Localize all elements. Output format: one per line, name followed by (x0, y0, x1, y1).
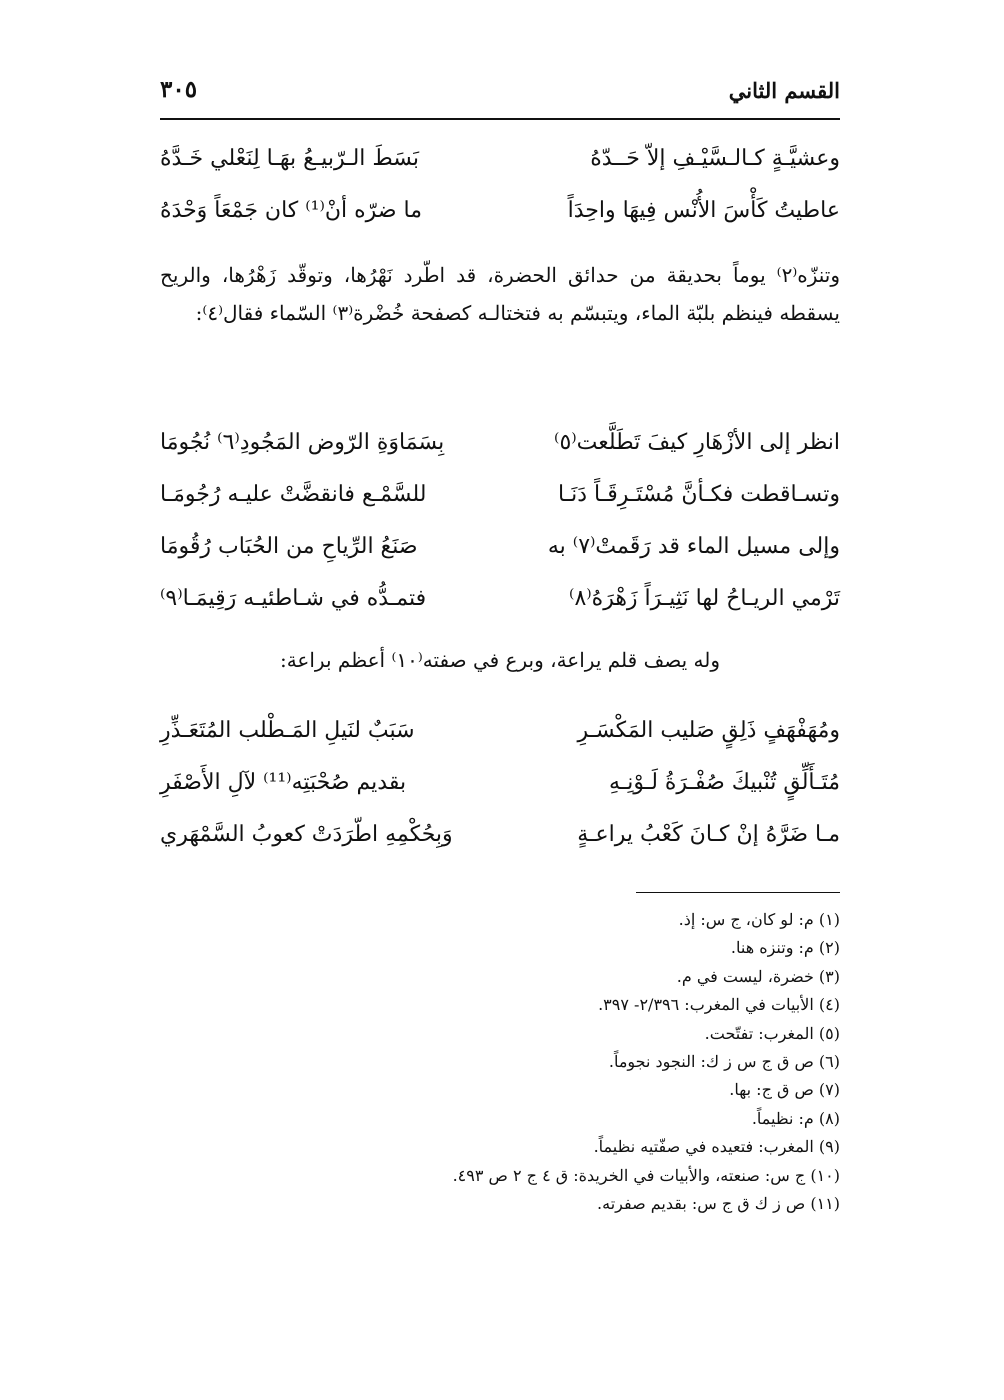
footnote: (٨) م: نظيماً. (751, 1108, 840, 1128)
verse-second-hemistich: للسَّمْـع فانقضَّتْ عليـه رُجُومَـا (160, 482, 427, 507)
poem-3 (160, 718, 840, 874)
verse-first-hemistich: ومُهَفْهَفٍ ذَلِقٍ صَليب المَكْسَـرِ (577, 718, 840, 743)
verse-second-hemistich: صَنَعُ الرِّياحِ من الحُبَاب رُقُومَا (160, 534, 418, 559)
header-divider (160, 118, 840, 120)
verse-first-hemistich: وتسـاقطت فكـأنَّ مُسْتَـرِقَـاً دَنَـا (557, 482, 840, 507)
footnote: (٦) ص ق ج س ز ك: النجود نجوماً. (608, 1052, 840, 1072)
verse-second-hemistich: وَبِحُكْمِهِ اطّرَدَتْ كعوبُ السَّمْهَري (160, 822, 453, 847)
verse-second-hemistich: ما ضرّه أنْ⁽¹⁾ كان جَمْعَاً وَحْدَهُ (160, 198, 422, 223)
footnote: (٥) المغرب: تفتّحت. (704, 1023, 840, 1043)
footnote: (٧) ص ق ج: بها. (729, 1080, 840, 1100)
footnotes (240, 906, 840, 1218)
footnote: (١) م: لو كان، ج س: إذ. (678, 910, 840, 929)
verse-line (160, 430, 840, 482)
footnote: (٩) المغرب: فتعيده في صفّتيه نظيماً. (593, 1137, 840, 1157)
verse-first-hemistich: عاطيتُ كَأْسَ الأُنْس فِيهَا واحِدَاً (567, 198, 840, 223)
verse-second-hemistich: بقديم صُحْبَتِه⁽¹¹⁾ لآلِ الأَصْفَرِ (160, 770, 407, 795)
poem-1 (160, 146, 840, 250)
prose-paragraph-2: وله يصف قلم يراعة، وبرع في صفته⁽١٠⁾ أعظم براعة: (279, 648, 721, 672)
verse-second-hemistich: سَبَبٌ لنَيلِ المَـطْلب المُتَعَـذِّرِ (160, 718, 415, 743)
verse-first-hemistich: وإلى مسيل الماء قد رَقَمتْ⁽٧⁾ به (547, 534, 840, 559)
section-title: القسم الثاني (728, 78, 840, 103)
verse-first-hemistich: تَرْمي الريـاحُ لها نَثِيـرَاً زَهْرَهُ⁽٨⁾ (569, 586, 840, 611)
verse-first-hemistich: مـا ضَرَّهُ إنْ كـانَ كَعْبُ يراعـةٍ (577, 822, 840, 847)
footnote-divider (636, 892, 840, 893)
verse-line (160, 146, 840, 198)
poem-2 (160, 430, 840, 638)
verse-line (160, 822, 840, 874)
footnote: (١٠) ج س: صنعته، والأبيات في الخريدة: ق ٤ ج ٢ ص ٤٩٣. (452, 1165, 840, 1185)
verse-line (160, 718, 840, 770)
footnote: (٢) م: وتنزه هنا. (730, 938, 840, 958)
page-header (160, 72, 840, 112)
footnote: (٤) الأبيات في المغرب: ٢/٣٩٦- ٣٩٧. (598, 995, 840, 1015)
footnote: (٣) خضرة، ليست في م. (676, 966, 840, 986)
page-number: ٣٠٥ (160, 76, 198, 103)
verse-first-hemistich: انظر إلى الأزْهَارِ كيفَ تَطَلَّعت⁽٥⁾ (554, 430, 840, 455)
verse-line (160, 482, 840, 534)
verse-first-hemistich: وعشيَّـةٍ كـالـسَّيْـفِ إلاّ حَــدّهُ (590, 146, 840, 171)
verse-line (160, 534, 840, 586)
footnote: (١١) ص ز ك ق ج س: بقديم صفرته. (597, 1194, 840, 1214)
prose-paragraph-1: وتنزّه⁽٢⁾ يوماً بحديقة من حدائق الحضرة، قد اطّرد نَهْرُها، وتوقّد زَهْرُها، والريح يسقطه فينظم بلبّة الماء، ويتبسّم به فتختالـه كصفحة خُضْرة⁽٣⁾ السّماء فقال⁽٤⁾: (160, 263, 840, 325)
verse-line (160, 198, 840, 250)
verse-second-hemistich: بِسَمَاوَةِ الرّوض المَجُودِ⁽٦⁾ نُجُومَا (160, 430, 445, 455)
verse-second-hemistich: فتمـدُّه في شـاطئيـه رَقِيمَـا⁽٩⁾ (160, 586, 427, 611)
verse-second-hemistich: بَسَطَ الـرّبيـعُ بهَـا لِنَعْلي خَـدَّهُ (160, 146, 420, 171)
verse-line (160, 770, 840, 822)
verse-first-hemistich: مُتَـأَلِّقٍ تُنْبيكَ صُفْـرَةُ لَـوْنِـهِ (609, 770, 840, 795)
verse-line (160, 586, 840, 638)
